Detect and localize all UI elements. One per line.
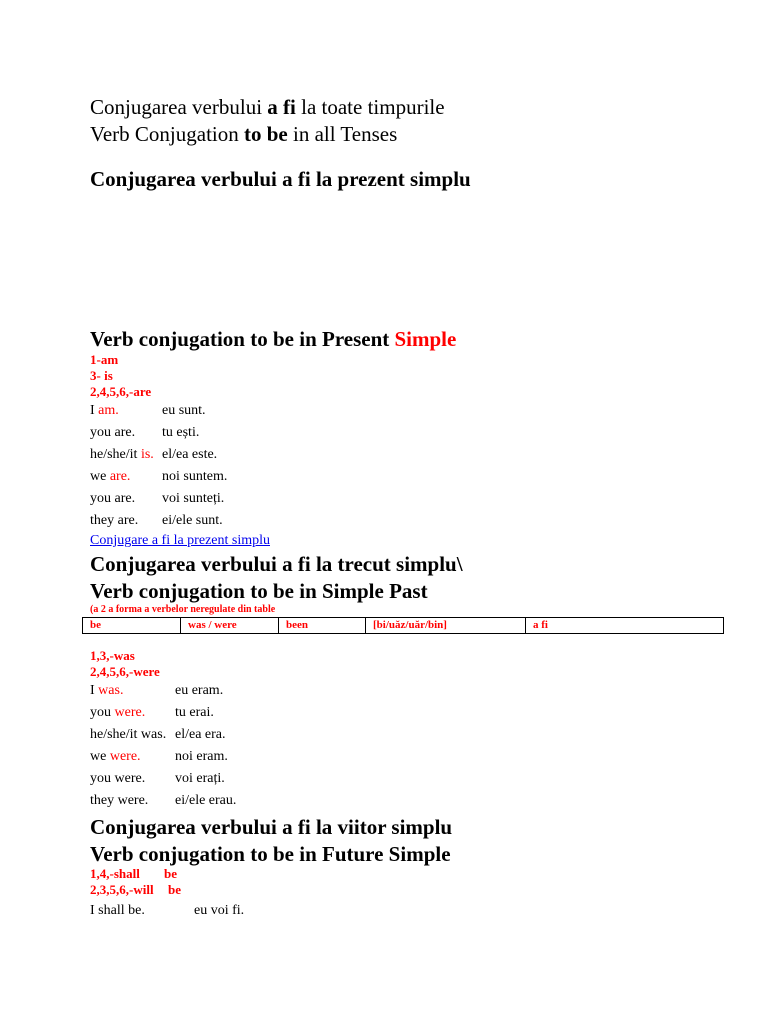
present-row-ro: tu ești. bbox=[162, 425, 200, 440]
intro-en-bold: to be bbox=[243, 122, 288, 146]
table-row bbox=[83, 618, 724, 634]
past-row-en: I was. bbox=[90, 683, 124, 698]
present-row-ro: voi sunteți. bbox=[162, 491, 225, 506]
past-heading-en: Verb conjugation to be in Simple Past bbox=[90, 579, 428, 603]
table-cell-infinitive: be bbox=[83, 618, 181, 634]
present-heading-ro: Conjugarea verbului a fi la prezent simplu bbox=[90, 167, 471, 191]
present-row-en: you are. bbox=[90, 425, 136, 440]
past-row-en: they were. bbox=[90, 793, 149, 808]
future-rule-2: 2,3,5,6,-will be bbox=[90, 882, 181, 897]
intro-en-text: Verb Conjugation bbox=[90, 122, 244, 146]
present-row-ro: noi suntem. bbox=[162, 469, 228, 484]
past-row-en: you were. bbox=[90, 771, 146, 786]
intro-title-ro bbox=[90, 94, 445, 121]
present-rule-3: 2,4,5,6,-are bbox=[90, 384, 152, 399]
table-cell-translation: a fi bbox=[526, 618, 724, 634]
intro-en-text-end: in all Tenses bbox=[287, 122, 398, 146]
table-cell-participle: been bbox=[279, 618, 366, 634]
future-heading-en: Verb conjugation to be in Future Simple bbox=[90, 842, 451, 866]
verb-forms-table bbox=[82, 617, 724, 634]
past-row-ro: noi eram. bbox=[175, 749, 228, 764]
present-row-en: you are. bbox=[90, 491, 136, 506]
table-cell-pronunciation: [bi/uăz/uăr/bin] bbox=[366, 618, 526, 634]
present-heading-en bbox=[90, 326, 456, 353]
present-simple-link[interactable]: Conjugare a fi la prezent simplu bbox=[90, 533, 270, 548]
future-heading-ro: Conjugarea verbului a fi la viitor simplu bbox=[90, 815, 453, 839]
present-row-en: he/she/it is. bbox=[90, 447, 154, 462]
past-row-ro: el/ea era. bbox=[175, 727, 226, 742]
present-row-en: I am. bbox=[90, 403, 119, 418]
present-row-ro: eu sunt. bbox=[162, 403, 206, 418]
past-row-ro: eu eram. bbox=[175, 683, 224, 698]
past-row-en: we were. bbox=[90, 749, 141, 764]
past-note: (a 2 a forma a verbelor neregulate din table bbox=[90, 604, 276, 615]
past-row-ro: voi erați. bbox=[175, 771, 225, 786]
present-rule-2: 3- is bbox=[90, 368, 113, 383]
present-rule-1: 1-am bbox=[90, 352, 119, 367]
future-rule-1: 1,4,-shall be bbox=[90, 866, 177, 881]
present-row-en: we are. bbox=[90, 469, 131, 484]
present-heading-en-red: Simple bbox=[394, 327, 457, 351]
intro-title-en bbox=[90, 121, 397, 148]
past-rule-2: 2,4,5,6,-were bbox=[90, 664, 160, 679]
table-cell-past: was / were bbox=[181, 618, 279, 634]
intro-ro-text: Conjugarea verbului bbox=[90, 95, 268, 119]
future-row-ro: eu voi fi. bbox=[194, 903, 245, 918]
past-row-ro: tu erai. bbox=[175, 705, 214, 720]
past-row-en: you were. bbox=[90, 705, 146, 720]
future-row-en: I shall be. bbox=[90, 903, 145, 918]
past-heading-ro: Conjugarea verbului a fi la trecut simplu\ bbox=[90, 552, 463, 576]
present-row-en: they are. bbox=[90, 513, 139, 528]
past-row-en: he/she/it was. bbox=[90, 727, 167, 742]
past-row-ro: ei/ele erau. bbox=[175, 793, 237, 808]
intro-ro-bold: a fi bbox=[267, 95, 296, 119]
intro-ro-text-end: la toate timpurile bbox=[295, 95, 445, 119]
past-rule-1: 1,3,-was bbox=[90, 648, 135, 663]
present-row-ro: el/ea este. bbox=[162, 447, 218, 462]
present-row-ro: ei/ele sunt. bbox=[162, 513, 223, 528]
present-heading-en-text: Verb conjugation to be in Present bbox=[90, 327, 395, 351]
